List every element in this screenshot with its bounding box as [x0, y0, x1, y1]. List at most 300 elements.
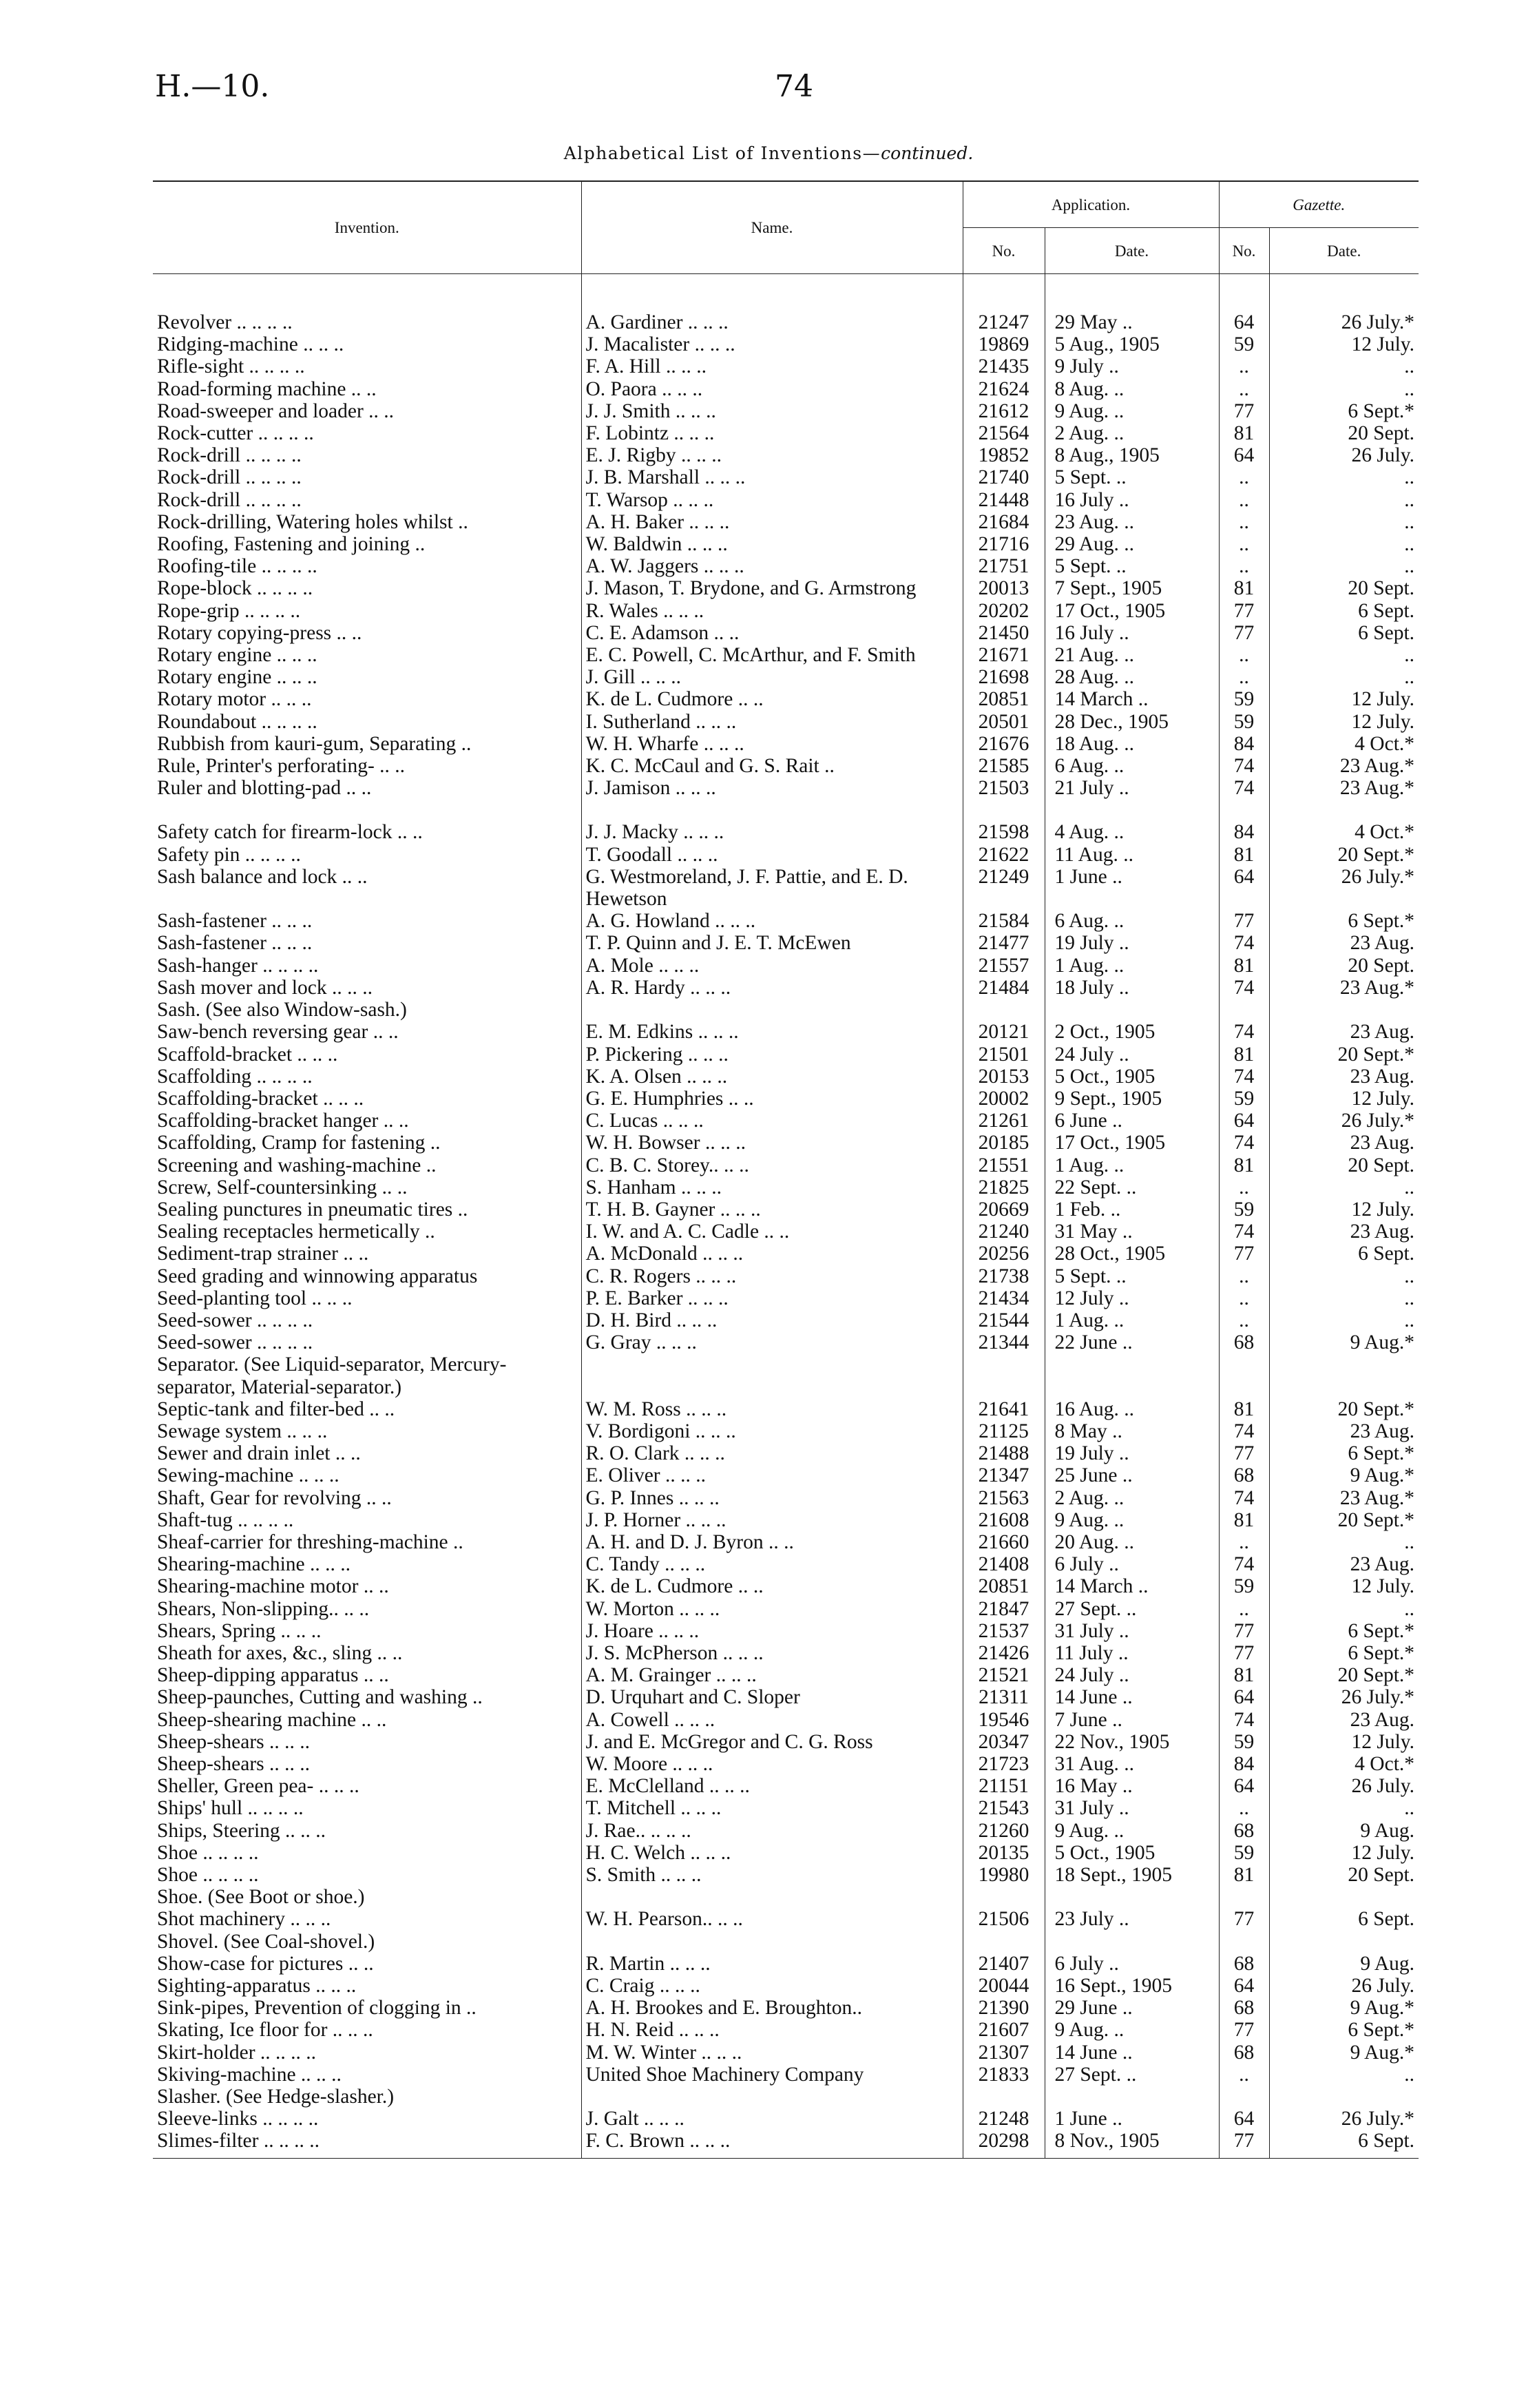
- cell-name: H. N. Reid .. .. ..: [581, 2019, 963, 2041]
- cell-invention: Ruler and blotting-pad .. ..: [157, 777, 372, 800]
- cell-application-no: 21484: [963, 977, 1045, 999]
- cell-application-date: 1 June ..: [1045, 866, 1219, 910]
- column-header-application-no: No.: [963, 228, 1045, 274]
- table-row: [153, 1975, 1419, 1997]
- cell-name: W. H. Wharfe .. .. ..: [581, 733, 963, 755]
- cell-application-date: 20 Aug. ..: [1045, 1531, 1219, 1553]
- cell-gazette-date: 23 Aug.: [1269, 1553, 1419, 1575]
- table-row: [153, 1842, 1419, 1864]
- table-row: [153, 2086, 1419, 2108]
- cell-application-no: 21125: [963, 1420, 1045, 1442]
- cell-gazette-date: 23 Aug.: [1269, 1132, 1419, 1154]
- cell-gazette-date: ..: [1269, 489, 1419, 511]
- cell-invention: Sewage system .. .. ..: [157, 1420, 328, 1442]
- cell-application-date: 23 Aug. ..: [1045, 511, 1219, 533]
- table-row: [153, 1243, 1419, 1265]
- table-row: [153, 1620, 1419, 1642]
- cell-gazette-no: ..: [1219, 489, 1269, 511]
- cell-gazette-date: 23 Aug.: [1269, 1221, 1419, 1243]
- cell-gazette-no: [1219, 999, 1269, 1021]
- page-code: H.—10.: [155, 69, 270, 104]
- cell-application-date: 25 June ..: [1045, 1464, 1219, 1486]
- cell-gazette-no: 64: [1219, 444, 1269, 466]
- table-row: [153, 1309, 1419, 1331]
- cell-invention: Road-sweeper and loader .. ..: [157, 399, 395, 422]
- cell-application-no: 21563: [963, 1487, 1045, 1509]
- cell-gazette-date: 20 Sept.*: [1269, 1398, 1419, 1420]
- cell-gazette-no: ..: [1219, 378, 1269, 400]
- cell-gazette-date: 6 Sept.: [1269, 600, 1419, 622]
- cell-application-no: 21240: [963, 1221, 1045, 1243]
- cell-application-no: 21564: [963, 422, 1045, 444]
- cell-name: E. McClelland .. .. ..: [581, 1775, 963, 1797]
- cell-application-date: 1 Aug. ..: [1045, 955, 1219, 977]
- cell-application-date: 21 Aug. ..: [1045, 644, 1219, 666]
- cell-application-no: 21426: [963, 1642, 1045, 1664]
- cell-gazette-date: 12 July.: [1269, 1088, 1419, 1110]
- cell-name: O. Paora .. .. ..: [581, 378, 963, 400]
- cell-application-date: 6 July ..: [1045, 1953, 1219, 1975]
- cell-application-no: 20669: [963, 1198, 1045, 1221]
- cell-application-no: 21608: [963, 1509, 1045, 1531]
- cell-gazette-no: 64: [1219, 866, 1269, 910]
- table-row: [153, 1110, 1419, 1132]
- cell-application-no: 21557: [963, 955, 1045, 977]
- column-header-gazette-no: No.: [1219, 228, 1269, 274]
- cell-application-no: 21684: [963, 511, 1045, 533]
- cell-gazette-date: 6 Sept.*: [1269, 400, 1419, 422]
- cell-application-no: 20153: [963, 1066, 1045, 1088]
- cell-application-date: 27 Sept. ..: [1045, 1598, 1219, 1620]
- table-row: [153, 333, 1419, 355]
- cell-name: W. H. Pearson.. .. ..: [581, 1908, 963, 1930]
- cell-application-no: 21521: [963, 1664, 1045, 1686]
- table-row: [153, 1575, 1419, 1597]
- table-row: [153, 1797, 1419, 1819]
- cell-name: G. Gray .. .. ..: [581, 1331, 963, 1353]
- table-row: [153, 1731, 1419, 1753]
- cell-gazette-date: 6 Sept.*: [1269, 1642, 1419, 1664]
- cell-application-date: 5 Sept. ..: [1045, 555, 1219, 577]
- cell-name: J. Mason, T. Brydone, and G. Armstrong: [581, 577, 963, 599]
- cell-application-no: 21598: [963, 821, 1045, 843]
- cell-invention: Saw-bench reversing gear .. ..: [157, 1021, 399, 1044]
- table-row: [153, 1044, 1419, 1066]
- cell-gazette-no: 74: [1219, 777, 1269, 799]
- cell-invention: Sleeve-links .. .. .. ..: [157, 2108, 319, 2130]
- table-row: [153, 533, 1419, 555]
- table-row: [153, 1820, 1419, 1842]
- cell-gazette-date: [1269, 1353, 1419, 1398]
- cell-invention: Seed-planting tool .. .. ..: [157, 1287, 353, 1309]
- cell-application-date: 5 Oct., 1905: [1045, 1066, 1219, 1088]
- cell-application-date: 31 Aug. ..: [1045, 1753, 1219, 1775]
- table-row: [153, 311, 1419, 333]
- cell-application-no: 21307: [963, 2042, 1045, 2064]
- cell-gazette-date: ..: [1269, 2064, 1419, 2086]
- cell-gazette-no: 68: [1219, 1464, 1269, 1486]
- cell-application-no: 21740: [963, 466, 1045, 488]
- cell-application-no: 21585: [963, 755, 1045, 777]
- cell-name: F. A. Hill .. .. ..: [581, 355, 963, 377]
- cell-invention: Shovel. (See Coal-shovel.): [157, 1930, 375, 1953]
- cell-gazette-no: ..: [1219, 1531, 1269, 1553]
- cell-application-no: 21408: [963, 1553, 1045, 1575]
- cell-gazette-no: 64: [1219, 2108, 1269, 2130]
- table-row: [153, 1553, 1419, 1575]
- table-row: [153, 1221, 1419, 1243]
- cell-invention: Scaffolding, Cramp for fastening ..: [157, 1132, 441, 1154]
- cell-invention: Sealing receptacles hermetically ..: [157, 1221, 435, 1243]
- cell-application-no: 19852: [963, 444, 1045, 466]
- table-row: [153, 378, 1419, 400]
- cell-gazette-no: 81: [1219, 1864, 1269, 1886]
- cell-application-no: 21248: [963, 2108, 1045, 2130]
- table-row: [153, 644, 1419, 666]
- cell-name: [581, 1931, 963, 1953]
- cell-gazette-no: 81: [1219, 1398, 1269, 1420]
- cell-name: D. H. Bird .. .. ..: [581, 1309, 963, 1331]
- cell-application-no: [963, 999, 1045, 1021]
- table-row: [153, 555, 1419, 577]
- cell-gazette-no: ..: [1219, 644, 1269, 666]
- cell-application-date: 1 Aug. ..: [1045, 1309, 1219, 1331]
- cell-application-no: 21622: [963, 844, 1045, 866]
- table-row: [153, 932, 1419, 954]
- cell-name: A. Gardiner .. .. ..: [581, 311, 963, 333]
- cell-gazette-date: ..: [1269, 1265, 1419, 1287]
- cell-application-date: 2 Aug. ..: [1045, 422, 1219, 444]
- cell-application-no: 21249: [963, 866, 1045, 910]
- cell-name: W. M. Ross .. .. ..: [581, 1398, 963, 1420]
- table-row: [153, 1132, 1419, 1154]
- cell-gazette-no: ..: [1219, 666, 1269, 688]
- cell-gazette-no: 74: [1219, 1420, 1269, 1442]
- table-row: [153, 1198, 1419, 1221]
- table-row: [153, 955, 1419, 977]
- cell-gazette-no: 64: [1219, 1975, 1269, 1997]
- cell-invention: Rotary motor .. .. ..: [157, 688, 312, 711]
- cell-application-date: 11 July ..: [1045, 1642, 1219, 1664]
- cell-invention: Shot machinery .. .. ..: [157, 1908, 331, 1931]
- cell-application-no: [963, 1353, 1045, 1398]
- cell-name: H. C. Welch .. .. ..: [581, 1842, 963, 1864]
- cell-gazette-date: ..: [1269, 1531, 1419, 1553]
- cell-application-date: 28 Oct., 1905: [1045, 1243, 1219, 1265]
- cell-application-date: 6 Aug. ..: [1045, 910, 1219, 932]
- cell-gazette-date: 6 Sept.: [1269, 622, 1419, 644]
- cell-gazette-no: 74: [1219, 1132, 1269, 1154]
- cell-gazette-date: 6 Sept.: [1269, 2130, 1419, 2158]
- cell-name: A. H. Brookes and E. Broughton..: [581, 1997, 963, 2019]
- cell-gazette-no: 64: [1219, 311, 1269, 333]
- cell-invention: Safety pin .. .. .. ..: [157, 843, 301, 866]
- table-row: [153, 666, 1419, 688]
- cell-name: A. H. and D. J. Byron .. ..: [581, 1531, 963, 1553]
- cell-application-date: 18 Aug. ..: [1045, 733, 1219, 755]
- cell-invention: Shearing-machine motor .. ..: [157, 1575, 389, 1598]
- table-row: [153, 1686, 1419, 1708]
- table-row: [153, 2042, 1419, 2064]
- table-row: [153, 1487, 1419, 1509]
- cell-application-no: 20501: [963, 711, 1045, 733]
- table-row: [153, 1953, 1419, 1975]
- cell-name: United Shoe Machinery Company: [581, 2064, 963, 2086]
- cell-application-date: 6 June ..: [1045, 1110, 1219, 1132]
- cell-gazette-date: 12 July.: [1269, 1575, 1419, 1597]
- table-row: [153, 1331, 1419, 1353]
- cell-name: M. W. Winter .. .. ..: [581, 2042, 963, 2064]
- cell-application-date: 16 Aug. ..: [1045, 1398, 1219, 1420]
- cell-gazette-no: 59: [1219, 1198, 1269, 1221]
- cell-gazette-date: [1269, 1886, 1419, 1908]
- cell-invention: Rotary engine .. .. ..: [157, 666, 317, 689]
- cell-gazette-date: ..: [1269, 644, 1419, 666]
- cell-invention: Rotary engine .. .. ..: [157, 644, 317, 667]
- table-row: [153, 1287, 1419, 1309]
- cell-invention: Sheep-shearing machine .. ..: [157, 1708, 387, 1731]
- header-spacer-row: [153, 274, 1419, 312]
- cell-application-no: 20013: [963, 577, 1045, 599]
- cell-application-no: 21390: [963, 1997, 1045, 2019]
- cell-name: K. A. Olsen .. .. ..: [581, 1066, 963, 1088]
- cell-application-no: 21698: [963, 666, 1045, 688]
- cell-application-date: 9 Aug. ..: [1045, 1509, 1219, 1531]
- cell-name: P. Pickering .. .. ..: [581, 1044, 963, 1066]
- cell-gazette-no: 74: [1219, 932, 1269, 954]
- cell-gazette-no: 74: [1219, 1709, 1269, 1731]
- cell-name: E. Oliver .. .. ..: [581, 1464, 963, 1486]
- cell-application-no: 20121: [963, 1021, 1045, 1043]
- cell-invention: Sash balance and lock .. ..: [157, 865, 368, 888]
- cell-application-no: 21723: [963, 1753, 1045, 1775]
- cell-application-date: 14 June ..: [1045, 2042, 1219, 2064]
- cell-application-no: 20185: [963, 1132, 1045, 1154]
- cell-application-date: 24 July ..: [1045, 1044, 1219, 1066]
- cell-application-date: 22 June ..: [1045, 1331, 1219, 1353]
- table-row: [153, 1420, 1419, 1442]
- cell-gazette-date: 23 Aug.*: [1269, 755, 1419, 777]
- cell-gazette-date: 23 Aug.: [1269, 932, 1419, 954]
- cell-invention: Rock-drill .. .. .. ..: [157, 488, 302, 511]
- cell-invention: Roofing, Fastening and joining ..: [157, 533, 426, 556]
- list-title-main: Alphabetical List of Inventions—: [563, 143, 881, 163]
- cell-application-date: 18 July ..: [1045, 977, 1219, 999]
- cell-gazette-date: 26 July.*: [1269, 1686, 1419, 1708]
- cell-name: W. Moore .. .. ..: [581, 1753, 963, 1775]
- cell-invention: Shoe .. .. .. ..: [157, 1864, 259, 1887]
- cell-application-no: 21488: [963, 1442, 1045, 1464]
- table-row: [153, 1398, 1419, 1420]
- cell-gazette-date: ..: [1269, 1309, 1419, 1331]
- cell-application-date: 31 May ..: [1045, 1221, 1219, 1243]
- cell-invention: Scaffolding-bracket .. .. ..: [157, 1087, 364, 1110]
- table-row: [153, 422, 1419, 444]
- cell-gazette-date: 9 Aug.: [1269, 1820, 1419, 1842]
- cell-gazette-no: [1219, 1886, 1269, 1908]
- cell-application-no: [963, 2086, 1045, 2108]
- cell-application-no: 21833: [963, 2064, 1045, 2086]
- cell-gazette-no: ..: [1219, 1309, 1269, 1331]
- cell-invention: Rotary copying-press .. ..: [157, 621, 362, 644]
- cell-application-date: 5 Sept. ..: [1045, 466, 1219, 488]
- cell-gazette-date: 6 Sept.*: [1269, 1442, 1419, 1464]
- table-row: [153, 1176, 1419, 1198]
- cell-application-no: 21551: [963, 1154, 1045, 1176]
- cell-application-no: 21448: [963, 489, 1045, 511]
- cell-application-no: 21607: [963, 2019, 1045, 2041]
- cell-name: A. W. Jaggers .. .. ..: [581, 555, 963, 577]
- cell-application-date: 6 Aug. ..: [1045, 755, 1219, 777]
- table-row: [153, 821, 1419, 843]
- cell-application-no: 21738: [963, 1265, 1045, 1287]
- cell-application-date: 7 Sept., 1905: [1045, 577, 1219, 599]
- cell-gazette-no: ..: [1219, 555, 1269, 577]
- cell-application-date: 14 June ..: [1045, 1686, 1219, 1708]
- cell-gazette-date: 20 Sept.: [1269, 577, 1419, 599]
- cell-name: T. Mitchell .. .. ..: [581, 1797, 963, 1819]
- cell-invention: Roundabout .. .. .. ..: [157, 710, 317, 733]
- cell-invention: Sheep-shears .. .. ..: [157, 1753, 311, 1775]
- cell-gazette-date: 26 July.*: [1269, 866, 1419, 910]
- cell-name: J. Jamison .. .. ..: [581, 777, 963, 799]
- cell-invention: Shaft, Gear for revolving .. ..: [157, 1486, 392, 1509]
- cell-gazette-no: 74: [1219, 1553, 1269, 1575]
- cell-application-date: 9 July ..: [1045, 355, 1219, 377]
- cell-name: E. M. Edkins .. .. ..: [581, 1021, 963, 1043]
- cell-application-no: 21311: [963, 1686, 1045, 1708]
- cell-invention: Shearing-machine .. .. ..: [157, 1553, 351, 1576]
- cell-application-date: 16 Sept., 1905: [1045, 1975, 1219, 1997]
- table-row: [153, 755, 1419, 777]
- cell-gazette-no: 64: [1219, 1775, 1269, 1797]
- cell-invention: Rope-grip .. .. .. ..: [157, 599, 301, 622]
- cell-gazette-date: ..: [1269, 533, 1419, 555]
- cell-gazette-date: 26 July.*: [1269, 1110, 1419, 1132]
- cell-gazette-date: 9 Aug.*: [1269, 1331, 1419, 1353]
- cell-application-date: 1 June ..: [1045, 2108, 1219, 2130]
- cell-gazette-no: 81: [1219, 1044, 1269, 1066]
- cell-application-date: 5 Sept. ..: [1045, 1265, 1219, 1287]
- cell-gazette-date: 9 Aug.: [1269, 1953, 1419, 1975]
- cell-gazette-no: 81: [1219, 1154, 1269, 1176]
- cell-gazette-no: 68: [1219, 1331, 1269, 1353]
- cell-gazette-no: 77: [1219, 1908, 1269, 1930]
- cell-gazette-date: [1269, 1931, 1419, 1953]
- cell-application-date: 29 Aug. ..: [1045, 533, 1219, 555]
- cell-invention: Rubbish from kauri-gum, Separating ..: [157, 732, 472, 755]
- cell-name: W. Morton .. .. ..: [581, 1598, 963, 1620]
- cell-application-no: 21671: [963, 644, 1045, 666]
- table-row: [153, 600, 1419, 622]
- cell-gazette-no: 59: [1219, 688, 1269, 710]
- cell-application-no: 21450: [963, 622, 1045, 644]
- cell-gazette-date: 20 Sept.*: [1269, 1509, 1419, 1531]
- cell-invention: Shoe. (See Boot or shoe.): [157, 1886, 365, 1909]
- cell-invention: Skating, Ice floor for .. .. ..: [157, 2019, 373, 2042]
- table-row: [153, 622, 1419, 644]
- cell-application-date: 11 Aug. ..: [1045, 844, 1219, 866]
- cell-gazette-date: 12 July.: [1269, 1198, 1419, 1221]
- cell-invention: Safety catch for firearm-lock .. ..: [157, 821, 423, 844]
- cell-application-no: 21544: [963, 1309, 1045, 1331]
- cell-name: [581, 2086, 963, 2108]
- cell-gazette-date: 9 Aug.*: [1269, 1997, 1419, 2019]
- cell-gazette-date: 20 Sept.: [1269, 422, 1419, 444]
- cell-invention: Separator. (See Liquid-separator, Mercury-separator, Material-separator.): [157, 1353, 507, 1398]
- cell-invention: Shaft-tug .. .. .. ..: [157, 1508, 294, 1531]
- cell-application-date: 9 Aug. ..: [1045, 1820, 1219, 1842]
- cell-gazette-date: ..: [1269, 555, 1419, 577]
- table-row: [153, 1021, 1419, 1043]
- cell-gazette-date: ..: [1269, 355, 1419, 377]
- cell-gazette-date: 9 Aug.*: [1269, 2042, 1419, 2064]
- cell-application-no: 21247: [963, 311, 1045, 333]
- cell-gazette-no: ..: [1219, 1176, 1269, 1198]
- cell-name: A. R. Hardy .. .. ..: [581, 977, 963, 999]
- cell-name: J. J. Macky .. .. ..: [581, 821, 963, 843]
- cell-gazette-no: 59: [1219, 1731, 1269, 1753]
- cell-gazette-date: ..: [1269, 378, 1419, 400]
- cell-application-date: 14 March ..: [1045, 1575, 1219, 1597]
- cell-application-no: 21506: [963, 1908, 1045, 1930]
- cell-application-no: 21435: [963, 355, 1045, 377]
- cell-name: J. S. McPherson .. .. ..: [581, 1642, 963, 1664]
- cell-gazette-date: 12 July.: [1269, 333, 1419, 355]
- cell-application-no: 21407: [963, 1953, 1045, 1975]
- cell-name: K. de L. Cudmore .. ..: [581, 688, 963, 710]
- cell-name: P. E. Barker .. .. ..: [581, 1287, 963, 1309]
- cell-invention: Sewing-machine .. .. ..: [157, 1464, 339, 1487]
- cell-application-date: 6 July ..: [1045, 1553, 1219, 1575]
- cell-gazette-no: ..: [1219, 355, 1269, 377]
- column-header-invention: Invention.: [153, 181, 581, 274]
- cell-application-no: 20851: [963, 688, 1045, 710]
- cell-gazette-date: 26 July.: [1269, 1775, 1419, 1797]
- table-row: [153, 1598, 1419, 1620]
- table-row: [153, 1753, 1419, 1775]
- cell-name: [581, 1353, 963, 1398]
- cell-gazette-no: 68: [1219, 1953, 1269, 1975]
- cell-gazette-date: 12 July.: [1269, 688, 1419, 710]
- cell-name: V. Bordigoni .. .. ..: [581, 1420, 963, 1442]
- cell-invention: Scaffold-bracket .. .. ..: [157, 1043, 338, 1066]
- table-row: [153, 577, 1419, 599]
- cell-gazette-date: 23 Aug.*: [1269, 777, 1419, 799]
- cell-name: K. C. McCaul and G. S. Rait ..: [581, 755, 963, 777]
- cell-invention: Shears, Non-slipping.. .. ..: [157, 1597, 370, 1620]
- cell-invention: Ships, Steering .. .. ..: [157, 1819, 326, 1842]
- cell-gazette-no: 81: [1219, 422, 1269, 444]
- cell-gazette-no: 64: [1219, 1110, 1269, 1132]
- cell-invention: Seed-sower .. .. .. ..: [157, 1309, 313, 1331]
- cell-gazette-date: 23 Aug.*: [1269, 977, 1419, 999]
- cell-gazette-date: 20 Sept.: [1269, 955, 1419, 977]
- cell-application-date: 8 Aug., 1905: [1045, 444, 1219, 466]
- cell-invention: Show-case for pictures .. ..: [157, 1952, 374, 1975]
- cell-gazette-date: 6 Sept.*: [1269, 1620, 1419, 1642]
- cell-name: I. Sutherland .. .. ..: [581, 711, 963, 733]
- cell-invention: Ships' hull .. .. .. ..: [157, 1797, 304, 1820]
- cell-application-no: 21751: [963, 555, 1045, 577]
- cell-gazette-no: [1219, 1353, 1269, 1398]
- table-row: [153, 400, 1419, 422]
- table-row: [153, 1931, 1419, 1953]
- cell-application-no: 21503: [963, 777, 1045, 799]
- cell-application-date: 1 Aug. ..: [1045, 1154, 1219, 1176]
- cell-application-date: 5 Oct., 1905: [1045, 1842, 1219, 1864]
- cell-invention: Scaffolding-bracket hanger .. ..: [157, 1110, 409, 1132]
